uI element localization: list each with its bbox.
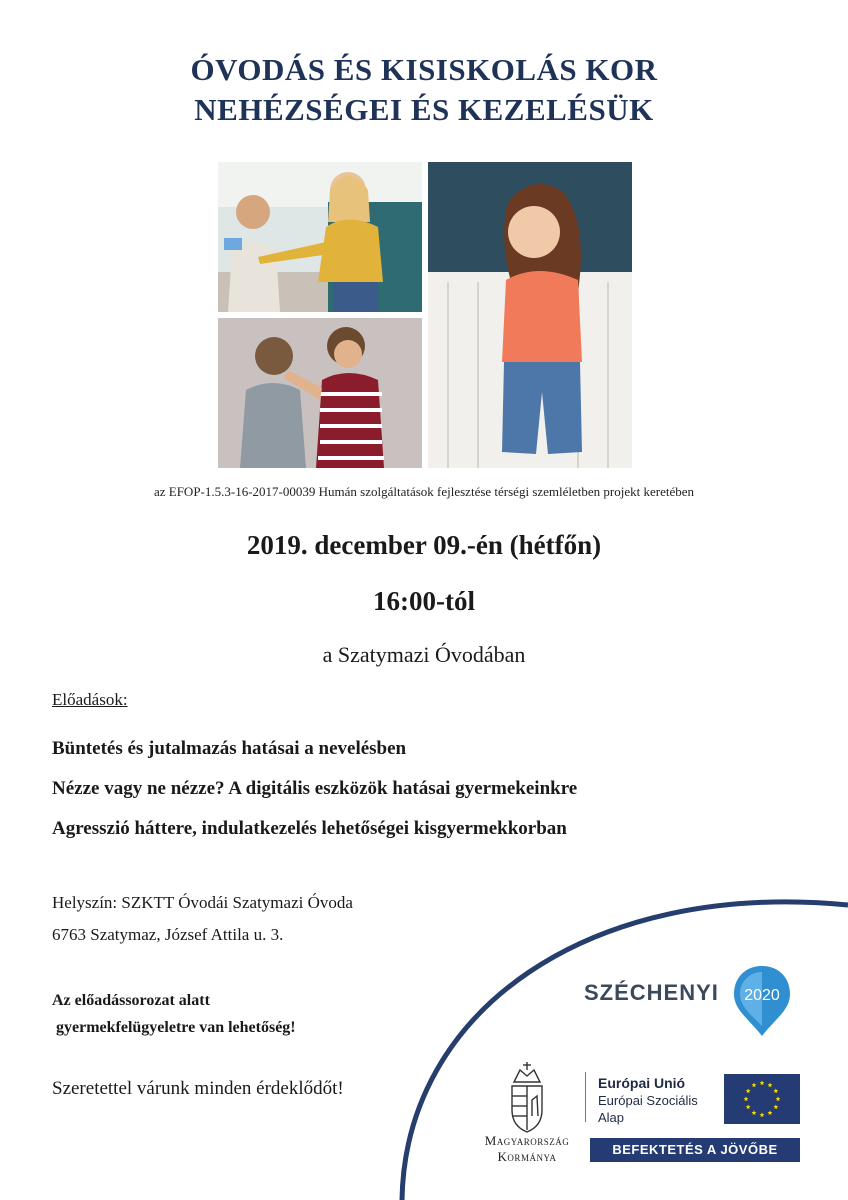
hungary-crest-icon (502, 1060, 552, 1134)
investment-banner: BEFEKTETÉS A JÖVŐBE (590, 1138, 800, 1162)
photo-mother-daughter (218, 162, 422, 312)
logo-divider (585, 1072, 586, 1122)
title-line-2: NEHÉZSÉGEI ÉS KEZELÉSÜK (194, 92, 654, 127)
poster-title (0, 50, 848, 130)
title-line-1: ÓVODÁS ÉS KISISKOLÁS KOR (190, 52, 658, 87)
location-address: 6763 Szatymaz, József Attila u. 3. (52, 925, 284, 944)
eu-fund-text (598, 1074, 698, 1126)
childcare-line-2: gyermekfelügyeletre van lehetőség! (52, 1019, 296, 1036)
photo-fighting-boys (218, 318, 422, 468)
location-pin-icon (732, 964, 792, 1038)
event-venue: a Szatymazi Óvodában (322, 642, 526, 667)
eu-line-1: Európai Unió (598, 1075, 686, 1091)
closing-invitation: Szeretettel várunk minden érdeklődőt! (52, 1078, 344, 1099)
eu-flag-icon (724, 1074, 800, 1124)
government-name (462, 1133, 592, 1165)
gov-line-1: Magyarország (484, 1133, 570, 1148)
lecture-item: Büntetés és jutalmazás hatásai a nevelésben (52, 738, 407, 759)
eu-line-3: Alap (598, 1110, 625, 1125)
eu-line-2: Európai Szociális (598, 1093, 698, 1108)
location-name: Helyszín: SZKTT Óvodái Szatymazi Óvoda (52, 893, 353, 912)
lectures-heading: Előadások: (52, 690, 128, 709)
project-caption: az EFOP-1.5.3-16-2017-00039 Humán szolgáltatások fejlesztése térségi szemléletben projekt keretében (153, 484, 695, 499)
event-date: 2019. december 09.-én (hétfőn) (246, 530, 602, 560)
szechenyi-year: 2020 (744, 987, 780, 1004)
lecture-item: Nézze vagy ne nézze? A digitális eszközök hatásai gyermekeinkre (52, 778, 578, 799)
childcare-line-1: Az előadássorozat alatt (52, 992, 210, 1009)
childcare-note (52, 987, 296, 1041)
lecture-item: Agresszió háttere, indulatkezelés lehetőségei kisgyermekkorban (52, 818, 567, 839)
photo-girl-at-wall (428, 162, 632, 468)
gov-line-2: Kormánya (497, 1149, 557, 1164)
szechenyi-logo-text: SZÉCHENYI (584, 980, 719, 1005)
lectures-list (52, 737, 577, 857)
event-time: 16:00-tól (373, 586, 475, 616)
